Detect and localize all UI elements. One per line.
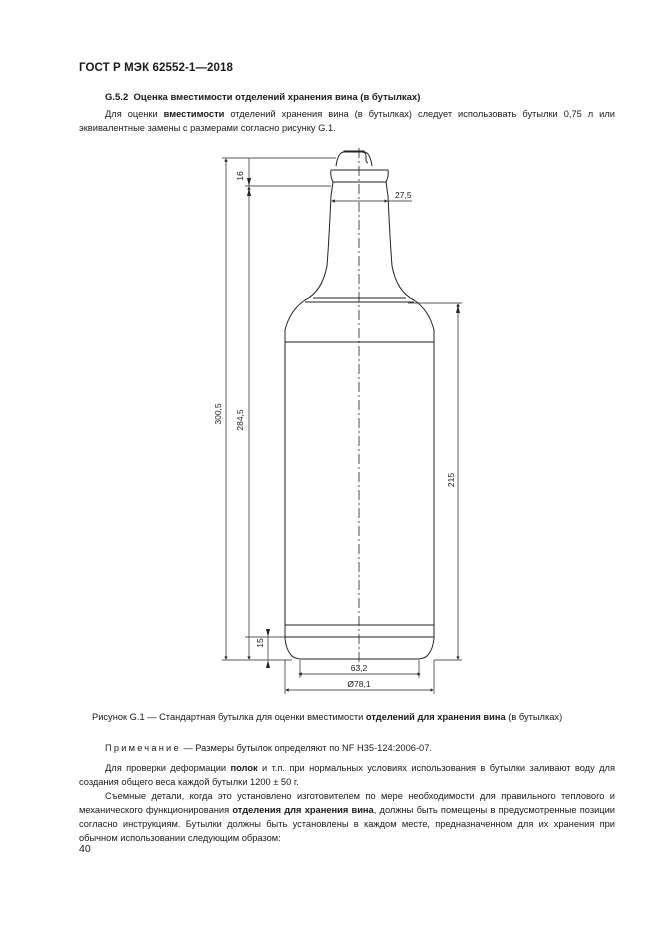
- dimension-arrows: [247, 178, 460, 668]
- paragraph-deformation: [79, 761, 615, 789]
- paragraph-removable-text-end: , должны быть помещены в предусмотренные позиции согласно инструкциям. Бутылки должны быть установлены в каждом месте, предназначенном для их хранения при обычном использовании следующим образом:: [79, 805, 615, 843]
- dim-total-height: 300,5: [213, 403, 223, 425]
- dim-neck-width: 27,5: [395, 190, 412, 200]
- figure-caption: [92, 712, 562, 722]
- document-header: ГОСТ Р МЭК 62552-1—2018: [79, 62, 233, 74]
- dim-base-width: 63,2: [350, 663, 368, 673]
- dim-body-height: 284,5: [235, 409, 245, 431]
- paragraph-intro-text: Для оценки: [105, 109, 164, 119]
- dimension-lines: [222, 158, 462, 694]
- figure-caption-text: Рисунок G.1 — Стандартная бутылка для оценки вместимости: [92, 712, 366, 722]
- section-title: Оценка вместимости отделений хранения вина (в бутылках): [133, 92, 421, 103]
- dim-neck-top: 16: [235, 171, 245, 181]
- note-label: Примечание: [105, 743, 181, 753]
- paragraph-deformation-text: Для проверки деформации: [105, 763, 231, 773]
- paragraph-intro-text-end: отделений хранения вина (в бутылках) следует использовать бутылки 0,75 л или эквивалентные замены с размерами согласно рисунку G.1.: [79, 109, 615, 133]
- bottle-figure: [0, 140, 661, 700]
- paragraph-intro: [79, 107, 615, 135]
- paragraph-removable-parts: [79, 789, 615, 845]
- paragraph-deformation-text-end: и т.п. при нормальных условиях использования в бутылки заливают воду для создания общего веса каждой бутылки 1200 ± 50 г.: [79, 763, 615, 787]
- dim-diameter: Ø78,1: [347, 679, 371, 689]
- paragraph-removable-text: Съемные детали, когда это установлено изготовителем по мере необходимости для правильного теплового и механического функционирования: [79, 791, 615, 815]
- bottle-outline: [285, 151, 434, 659]
- paragraph-intro-bold: вместимости: [163, 109, 225, 119]
- section-heading: [105, 92, 420, 103]
- paragraph-deformation-bold: полок: [230, 763, 258, 773]
- page-number: 40: [79, 843, 91, 855]
- section-number: G.5.2: [105, 92, 129, 103]
- paragraph-removable-bold: отделения для хранения вина: [232, 805, 374, 815]
- note-text: — Размеры бутылок определяют по NF H35-124:2006-07.: [180, 743, 432, 753]
- dim-base-height: 15: [255, 638, 265, 648]
- note: [105, 743, 432, 753]
- figure-caption-text-end: (в бутылках): [505, 712, 563, 722]
- figure-caption-bold: отделений для хранения вина: [365, 712, 506, 722]
- dim-cylinder-height: 215: [446, 472, 456, 488]
